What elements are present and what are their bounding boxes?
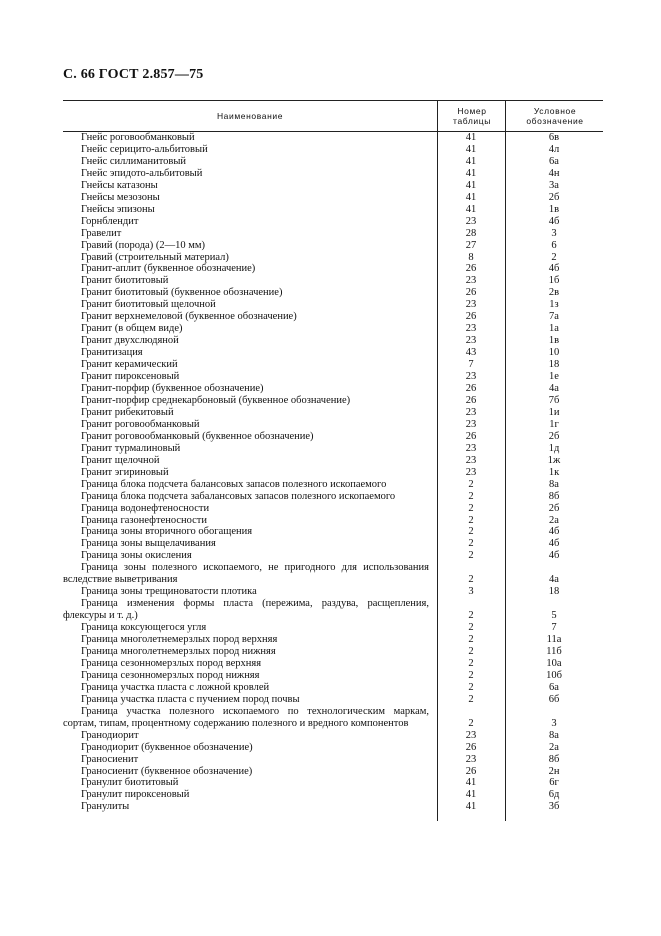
row-symbol: 4а bbox=[549, 574, 559, 586]
table-row bbox=[63, 562, 603, 586]
table-row bbox=[63, 395, 603, 407]
table-row bbox=[63, 419, 603, 431]
table-row bbox=[63, 431, 603, 443]
table-row bbox=[63, 240, 603, 252]
row-symbol: 1и bbox=[548, 406, 560, 418]
table-row bbox=[63, 311, 603, 323]
table-row bbox=[63, 694, 603, 706]
table-row bbox=[63, 407, 603, 419]
row-table-number: 2 bbox=[468, 478, 474, 490]
row-name: Гранит роговообманковый (буквенное обозначение) bbox=[81, 430, 314, 442]
row-symbol: 6 bbox=[551, 239, 557, 251]
row-table-number: 23 bbox=[465, 466, 477, 478]
row-name: Гранит-порфир (буквенное обозначение) bbox=[81, 383, 264, 395]
row-symbol: 4б bbox=[548, 215, 560, 227]
row-name: Гранулит пироксеновый bbox=[81, 789, 190, 801]
row-symbol: 6в bbox=[548, 132, 560, 143]
row-symbol: 3а bbox=[549, 179, 559, 191]
row-symbol: 4л bbox=[548, 143, 560, 155]
row-symbol: 1а bbox=[549, 323, 559, 335]
row-table-number: 41 bbox=[465, 191, 477, 203]
table-body bbox=[63, 132, 603, 813]
row-name: Гранулиты bbox=[81, 801, 130, 813]
table-row bbox=[63, 515, 603, 527]
table-row bbox=[63, 634, 603, 646]
table-header bbox=[63, 100, 603, 132]
row-name: Граница зоны выщелачивания bbox=[81, 538, 216, 550]
row-name: Граница участка полезного ископаемого по технологическим маркам, сортам, типам, процентному содержанию полезного и вредного компонентов bbox=[63, 705, 429, 729]
table-row bbox=[63, 323, 603, 335]
row-table-number: 26 bbox=[465, 741, 477, 753]
row-name: Гранодиорит (буквенное обозначение) bbox=[81, 741, 253, 753]
row-name: Граница газонефтеносности bbox=[81, 514, 208, 526]
row-table-number: 26 bbox=[465, 383, 477, 395]
row-name: Гранит роговообманковый bbox=[81, 418, 200, 430]
row-name: Гранитизация bbox=[81, 347, 143, 359]
row-name: Гнейс силлиманитовый bbox=[81, 155, 187, 167]
row-name: Гранит двухслюдяной bbox=[81, 335, 179, 347]
table-row bbox=[63, 622, 603, 634]
row-table-number: 23 bbox=[465, 729, 477, 741]
row-name: Гнейсы эпизоны bbox=[81, 203, 155, 215]
row-table-number: 2 bbox=[468, 502, 474, 514]
row-name: Гранулит биотитовый bbox=[81, 777, 179, 789]
table-row bbox=[63, 216, 603, 228]
row-name: Граница участка пласта с ложной кровлей bbox=[81, 681, 270, 693]
row-symbol: 2н bbox=[548, 765, 560, 777]
table-row bbox=[63, 299, 603, 311]
row-name: Граносиенит (буквенное обозначение) bbox=[81, 765, 253, 777]
row-name: Граносиенит bbox=[81, 753, 139, 765]
row-table-number: 7 bbox=[468, 359, 474, 371]
row-symbol: 7 bbox=[551, 622, 557, 634]
row-name: Гравий (строительный материал) bbox=[81, 251, 229, 263]
row-symbol: 4н bbox=[548, 167, 560, 179]
row-table-number: 2 bbox=[468, 490, 474, 502]
row-symbol: 2а bbox=[549, 741, 559, 753]
row-name: Гравий (порода) (2—10 мм) bbox=[81, 239, 205, 251]
table-row bbox=[63, 443, 603, 455]
row-symbol: 4а bbox=[549, 383, 559, 395]
row-symbol: 7а bbox=[549, 311, 559, 323]
row-table-number: 2 bbox=[468, 622, 474, 634]
row-name: Гранит пироксеновый bbox=[81, 371, 180, 383]
table-row bbox=[63, 526, 603, 538]
row-symbol: 6а bbox=[549, 681, 559, 693]
table-row bbox=[63, 168, 603, 180]
row-symbol: 2 bbox=[551, 251, 557, 263]
table-row bbox=[63, 682, 603, 694]
row-name: Граница зоны окисления bbox=[81, 550, 192, 562]
row-name: Гранодиорит bbox=[81, 729, 139, 741]
row-symbol: 1д bbox=[548, 442, 560, 454]
row-table-number: 2 bbox=[468, 645, 474, 657]
row-table-number: 3 bbox=[468, 586, 474, 598]
table-row bbox=[63, 252, 603, 264]
table-row bbox=[63, 491, 603, 503]
table-row bbox=[63, 347, 603, 359]
row-symbol: 8а bbox=[549, 729, 559, 741]
row-table-number: 43 bbox=[465, 347, 477, 359]
row-table-number: 2 bbox=[468, 717, 474, 729]
row-symbol: 2в bbox=[548, 287, 560, 299]
table-row bbox=[63, 598, 603, 622]
row-name: Граница зоны трещиноватости плотика bbox=[81, 586, 257, 598]
row-table-number: 23 bbox=[465, 371, 477, 383]
row-table-number: 26 bbox=[465, 765, 477, 777]
row-table-number: 27 bbox=[465, 239, 477, 251]
table-row bbox=[63, 383, 603, 395]
table-row bbox=[63, 801, 603, 813]
table-row bbox=[63, 192, 603, 204]
row-symbol: 1к bbox=[548, 466, 560, 478]
row-name: Граница сезонномерзлых пород нижняя bbox=[81, 669, 260, 681]
row-table-number: 41 bbox=[465, 167, 477, 179]
table-row bbox=[63, 180, 603, 192]
row-name: Гнейсы мезозоны bbox=[81, 191, 160, 203]
row-symbol: 2б bbox=[548, 430, 560, 442]
row-table-number: 41 bbox=[465, 801, 477, 813]
row-table-number: 41 bbox=[465, 132, 477, 143]
row-table-number: 41 bbox=[465, 203, 477, 215]
row-table-number: 2 bbox=[468, 538, 474, 550]
row-symbol: 6д bbox=[548, 789, 560, 801]
row-name: Граница сезонномерзлых пород верхняя bbox=[81, 657, 262, 669]
row-symbol: 4б bbox=[548, 538, 560, 550]
row-name: Граница участка пласта с пучением пород почвы bbox=[81, 693, 300, 705]
row-name: Гранит-порфир среднекарбоновый (буквенное обозначение) bbox=[81, 394, 351, 406]
row-symbol: 10б bbox=[546, 669, 562, 681]
row-table-number: 26 bbox=[465, 430, 477, 442]
row-table-number: 23 bbox=[465, 753, 477, 765]
row-symbol: 4б bbox=[548, 550, 560, 562]
table-row bbox=[63, 658, 603, 670]
row-name: Граница блока подсчета балансовых запасов полезного ископаемого bbox=[81, 478, 387, 490]
table-row bbox=[63, 204, 603, 216]
row-symbol: 3 bbox=[551, 717, 557, 729]
table-row bbox=[63, 156, 603, 168]
legend-table bbox=[63, 100, 603, 813]
table-row bbox=[63, 371, 603, 383]
row-table-number: 2 bbox=[468, 550, 474, 562]
row-name: Граница коксующегося угля bbox=[81, 622, 207, 634]
row-name: Гнейс серицито-альбитовый bbox=[81, 143, 208, 155]
column-header-symbol: Условное обозначение bbox=[505, 101, 604, 131]
row-name: Горнблендит bbox=[81, 215, 139, 227]
table-row bbox=[63, 503, 603, 515]
row-symbol: 6г bbox=[549, 777, 559, 789]
table-row bbox=[63, 538, 603, 550]
table-row bbox=[63, 670, 603, 682]
row-table-number: 23 bbox=[465, 299, 477, 311]
row-symbol: 1г bbox=[549, 418, 559, 430]
row-name: Гранит-аплит (буквенное обозначение) bbox=[81, 263, 256, 275]
row-table-number: 23 bbox=[465, 454, 477, 466]
column-header-name: Наименование bbox=[216, 111, 284, 121]
table-row bbox=[63, 646, 603, 658]
table-row bbox=[63, 144, 603, 156]
row-symbol: 11б bbox=[546, 645, 562, 657]
row-symbol: 1б bbox=[548, 275, 560, 287]
row-name: Граница многолетнемерзлых пород верхняя bbox=[81, 634, 278, 646]
table-row bbox=[63, 479, 603, 491]
row-name: Гранит верхнемеловой (буквенное обозначение) bbox=[81, 311, 297, 323]
row-symbol: 2б bbox=[548, 191, 560, 203]
row-name: Гранит биотитовый bbox=[81, 275, 169, 287]
row-name: Граница зоны полезного ископаемого, не пригодного для использования вследствие выветривания bbox=[63, 562, 429, 586]
row-symbol: 7б bbox=[548, 394, 560, 406]
table-row bbox=[63, 586, 603, 598]
row-symbol: 6а bbox=[549, 155, 559, 167]
page-header: С. 66 ГОСТ 2.857—75 bbox=[63, 67, 204, 82]
row-table-number: 23 bbox=[465, 215, 477, 227]
row-table-number: 23 bbox=[465, 418, 477, 430]
row-name: Гранит биотитовый щелочной bbox=[81, 299, 216, 311]
row-name: Гнейс роговообманковый bbox=[81, 132, 195, 143]
row-table-number: 2 bbox=[468, 514, 474, 526]
table-row bbox=[63, 287, 603, 299]
row-name: Граница блока подсчета забалансовых запасов полезного ископаемого bbox=[81, 490, 396, 502]
row-name: Гранит биотитовый (буквенное обозначение) bbox=[81, 287, 283, 299]
table-row bbox=[63, 550, 603, 562]
table-row bbox=[63, 766, 603, 778]
row-name: Гранит эгириновый bbox=[81, 466, 169, 478]
row-table-number: 26 bbox=[465, 287, 477, 299]
row-table-number: 28 bbox=[465, 227, 477, 239]
row-symbol: 18 bbox=[548, 359, 560, 371]
row-name: Гранит турмалиновый bbox=[81, 442, 181, 454]
row-name: Гранит керамический bbox=[81, 359, 178, 371]
row-symbol: 5 bbox=[551, 610, 557, 622]
table-row bbox=[63, 706, 603, 730]
row-name: Гнейс эпидото-альбитовый bbox=[81, 167, 203, 179]
row-table-number: 2 bbox=[468, 526, 474, 538]
row-symbol: 11а bbox=[546, 634, 562, 646]
row-table-number: 23 bbox=[465, 442, 477, 454]
row-table-number: 23 bbox=[465, 406, 477, 418]
row-table-number: 41 bbox=[465, 179, 477, 191]
row-symbol: 10 bbox=[548, 347, 560, 359]
row-table-number: 41 bbox=[465, 143, 477, 155]
table-row bbox=[63, 754, 603, 766]
row-symbol: 8б bbox=[548, 753, 560, 765]
row-symbol: 1з bbox=[549, 299, 559, 311]
row-table-number: 41 bbox=[465, 777, 477, 789]
row-symbol: 3б bbox=[548, 801, 560, 813]
row-table-number: 23 bbox=[465, 275, 477, 287]
table-row bbox=[63, 789, 603, 801]
row-table-number: 23 bbox=[465, 335, 477, 347]
row-symbol: 1в bbox=[548, 203, 560, 215]
column-header-table-number: Номер таблицы bbox=[437, 101, 506, 131]
row-name: Гнейсы катазоны bbox=[81, 179, 158, 191]
row-symbol: 1ж bbox=[547, 454, 561, 466]
row-name: Гранит рибекитовый bbox=[81, 406, 174, 418]
row-symbol: 10а bbox=[546, 657, 562, 669]
table-row bbox=[63, 359, 603, 371]
row-name: Граница водонефтеносности bbox=[81, 502, 210, 514]
row-table-number: 2 bbox=[468, 657, 474, 669]
row-table-number: 2 bbox=[468, 693, 474, 705]
row-table-number: 41 bbox=[465, 789, 477, 801]
table-row bbox=[63, 730, 603, 742]
row-symbol: 6б bbox=[548, 693, 560, 705]
row-table-number: 26 bbox=[465, 263, 477, 275]
table-row bbox=[63, 132, 603, 144]
row-table-number: 2 bbox=[468, 574, 474, 586]
table-row bbox=[63, 777, 603, 789]
row-symbol: 8б bbox=[548, 490, 560, 502]
table-row bbox=[63, 467, 603, 479]
table-row bbox=[63, 228, 603, 240]
row-name: Гравелит bbox=[81, 227, 122, 239]
row-table-number: 2 bbox=[468, 669, 474, 681]
row-symbol: 8а bbox=[549, 478, 559, 490]
row-table-number: 8 bbox=[468, 251, 474, 263]
row-table-number: 41 bbox=[465, 155, 477, 167]
row-table-number: 26 bbox=[465, 394, 477, 406]
table-row bbox=[63, 275, 603, 287]
row-name: Гранит (в общем виде) bbox=[81, 323, 183, 335]
row-name: Граница многолетнемерзлых пород нижняя bbox=[81, 645, 276, 657]
row-table-number: 23 bbox=[465, 323, 477, 335]
table-row bbox=[63, 263, 603, 275]
row-table-number: 2 bbox=[468, 681, 474, 693]
row-symbol: 4б bbox=[548, 263, 560, 275]
table-row bbox=[63, 742, 603, 754]
row-symbol: 2а bbox=[549, 514, 559, 526]
table-row bbox=[63, 455, 603, 467]
table-row bbox=[63, 335, 603, 347]
row-table-number: 2 bbox=[468, 634, 474, 646]
row-table-number: 26 bbox=[465, 311, 477, 323]
row-name: Гранит щелочной bbox=[81, 454, 160, 466]
row-symbol: 2б bbox=[548, 502, 560, 514]
row-symbol: 4б bbox=[548, 526, 560, 538]
row-symbol: 1е bbox=[549, 371, 559, 383]
row-name: Граница зоны вторичного обогащения bbox=[81, 526, 253, 538]
row-symbol: 3 bbox=[551, 227, 557, 239]
row-name: Граница изменения формы пласта (пережима, раздува, расщепления, флексуры и т. д.) bbox=[63, 598, 429, 622]
row-symbol: 1в bbox=[548, 335, 560, 347]
row-table-number: 2 bbox=[468, 610, 474, 622]
row-symbol: 18 bbox=[548, 586, 560, 598]
